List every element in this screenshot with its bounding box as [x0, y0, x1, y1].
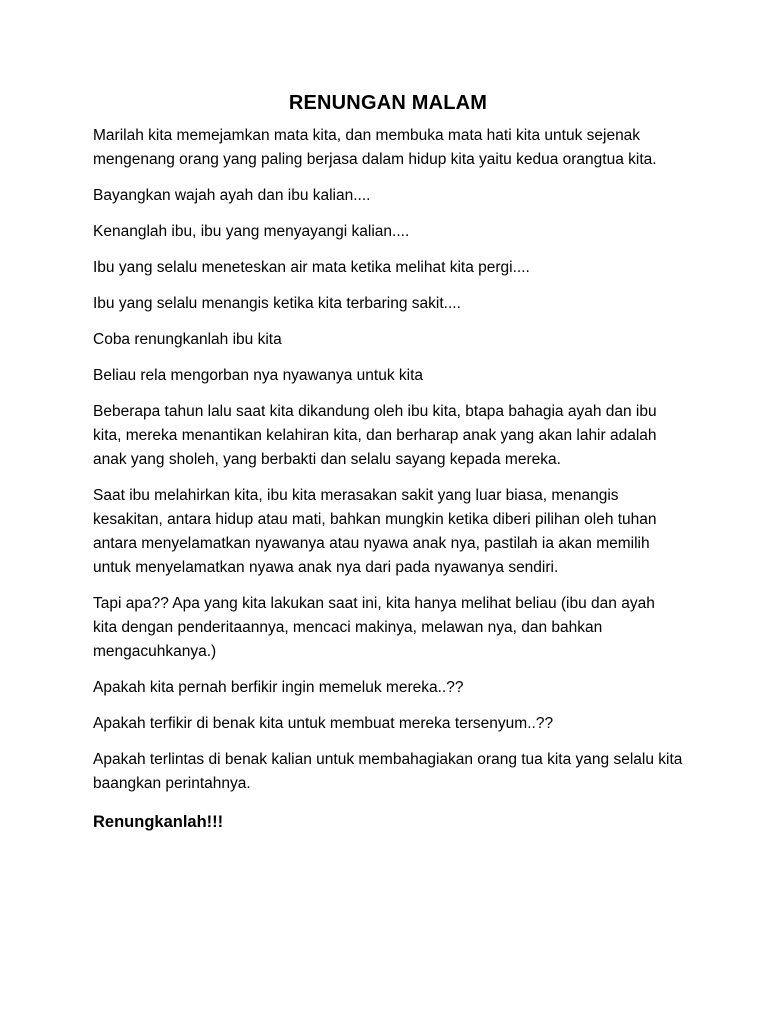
paragraph: Beberapa tahun lalu saat kita dikandung oleh ibu kita, btapa bahagia ayah dan ibu kita, mereka menantikan kelahiran kita, dan berharap anak yang akan lahir adalah anak yang sholeh, yang berbakti dan selalu sayang kepada mereka. [93, 403, 657, 468]
paragraph: Bayangkan wajah ayah dan ibu kalian.... [93, 187, 371, 204]
document-body [93, 90, 683, 834]
closing-statement: Renungkanlah!!! [93, 813, 224, 831]
paragraph: Apakah terlintas di benak kalian untuk membahagiakan orang tua kita yang selalu kita baangkan perintahnya. [93, 751, 683, 792]
paragraph: Beliau rela mengorban nya nyawanya untuk kita [93, 367, 424, 384]
paragraph: Apakah kita pernah berfikir ingin memeluk mereka..?? [93, 679, 464, 696]
paragraph: Ibu yang selalu meneteskan air mata ketika melihat kita pergi.... [93, 259, 530, 276]
paragraph: Marilah kita memejamkan mata kita, dan membuka mata hati kita untuk sejenak mengenang orang yang paling berjasa dalam hidup kita yaitu kedua orangtua kita. [93, 127, 657, 168]
paragraph: Saat ibu melahirkan kita, ibu kita merasakan sakit yang luar biasa, menangis kesakitan, antara hidup atau mati, bahkan mungkin ketika diberi pilihan oleh tuhan antara menyelamatkan nyawanya atau nyawa anak nya, pastilah ia akan memilih untuk menyelamatkan nyawa anak nya dari pada nyawanya sendiri. [93, 487, 657, 576]
paragraph: Ibu yang selalu menangis ketika kita terbaring sakit.... [93, 295, 461, 312]
paragraph: Coba renungkanlah ibu kita [93, 331, 282, 348]
paragraph: Kenanglah ibu, ibu yang menyayangi kalian.... [93, 223, 410, 240]
paragraph: Tapi apa?? Apa yang kita lakukan saat ini, kita hanya melihat beliau (ibu dan ayah kita dengan penderitaannya, mencaci makinya, melawan nya, dan bahkan mengacuhkanya.) [93, 595, 655, 660]
paragraph: Apakah terfikir di benak kita untuk membuat mereka tersenyum..?? [93, 715, 554, 732]
page-title: RENUNGAN MALAM [288, 92, 488, 114]
